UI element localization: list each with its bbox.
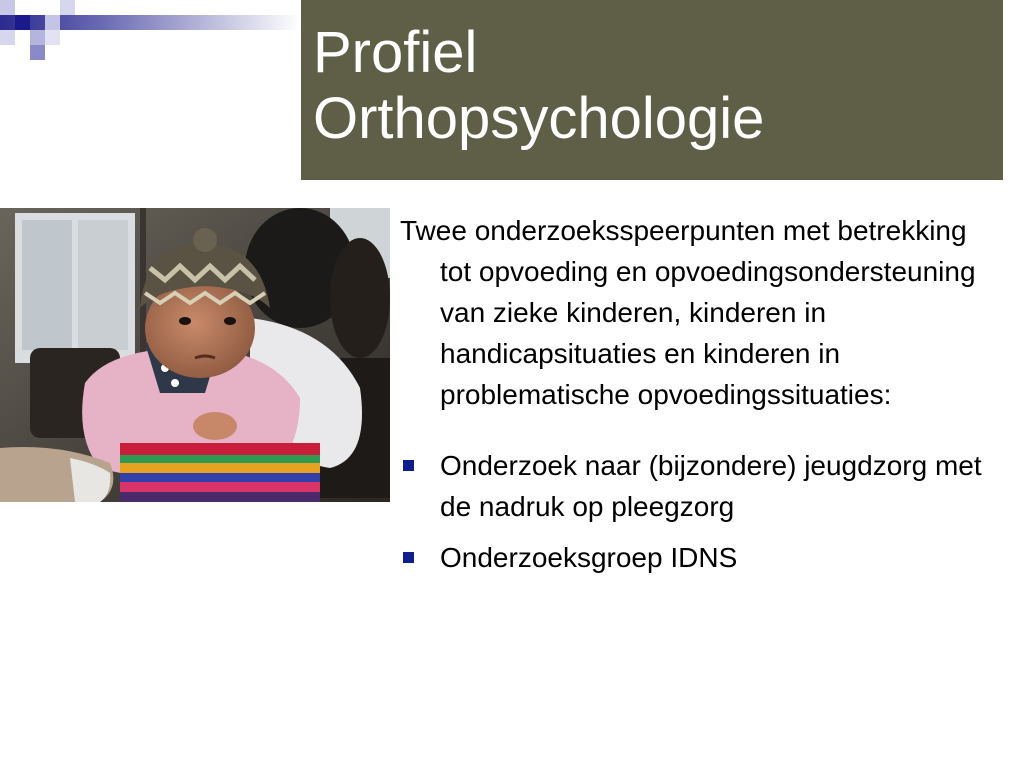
title-box (301, 0, 1003, 180)
decorative-square (0, 0, 15, 15)
decorative-square (45, 15, 60, 30)
intro-paragraph: Twee onderzoeksspeerpunten met betrekking tot opvoeding en opvoedingsondersteuning van zieke kinderen, kinderen in handicapsituaties en kinderen in problematische opvoedingssituaties: (400, 215, 976, 410)
photo-of-child-in-knitted-hat-icon (0, 208, 390, 502)
bullet-list (400, 445, 1000, 578)
decorative-square (30, 45, 45, 60)
list-item (400, 537, 1000, 578)
bullet-text: Onderzoek naar (bijzondere) jeugdzorg met de nadruk op pleegzorg (440, 450, 982, 522)
decorative-square (30, 30, 45, 45)
decorative-square (60, 0, 75, 15)
square-bullet-icon (403, 460, 414, 471)
list-item (400, 445, 1000, 527)
square-bullet-icon (403, 552, 414, 563)
bullet-text: Onderzoeksgroep IDNS (440, 542, 738, 573)
child-photo (0, 208, 390, 502)
slide-body (400, 210, 1000, 588)
decorative-squares (0, 0, 300, 62)
decorative-square (0, 30, 15, 45)
decorative-square (45, 30, 60, 45)
slide-title-line-1: Profiel (313, 20, 478, 85)
decorative-square (15, 15, 30, 30)
slide-title-line-2: Orthopsychologie (313, 86, 765, 151)
